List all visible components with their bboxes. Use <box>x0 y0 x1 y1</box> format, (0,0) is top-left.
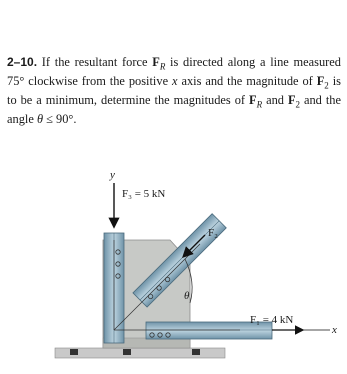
f2-label: F₂ <box>208 227 218 239</box>
f1-label: F₁ = 4 kN <box>250 314 294 326</box>
bolt-mid <box>123 349 131 355</box>
problem-number: 2–10. <box>7 55 38 69</box>
f3-label: F₃ = 5 kN <box>122 188 166 200</box>
problem-text: If the resultant force $F_R$ is directed along a line measured 75° clockwise from the positive x axis and the magnitude of $F_2$ is to be a minimum, determine the magnitudes of $F_R$ and $F_2$ and the angle θ ≤ 90°. <box>7 55 341 126</box>
bolt-right <box>192 349 200 355</box>
theta-label: θ <box>184 290 190 302</box>
bolt-left <box>70 349 78 355</box>
y-axis-label: y <box>110 169 115 181</box>
x-axis-label: x <box>332 324 337 336</box>
